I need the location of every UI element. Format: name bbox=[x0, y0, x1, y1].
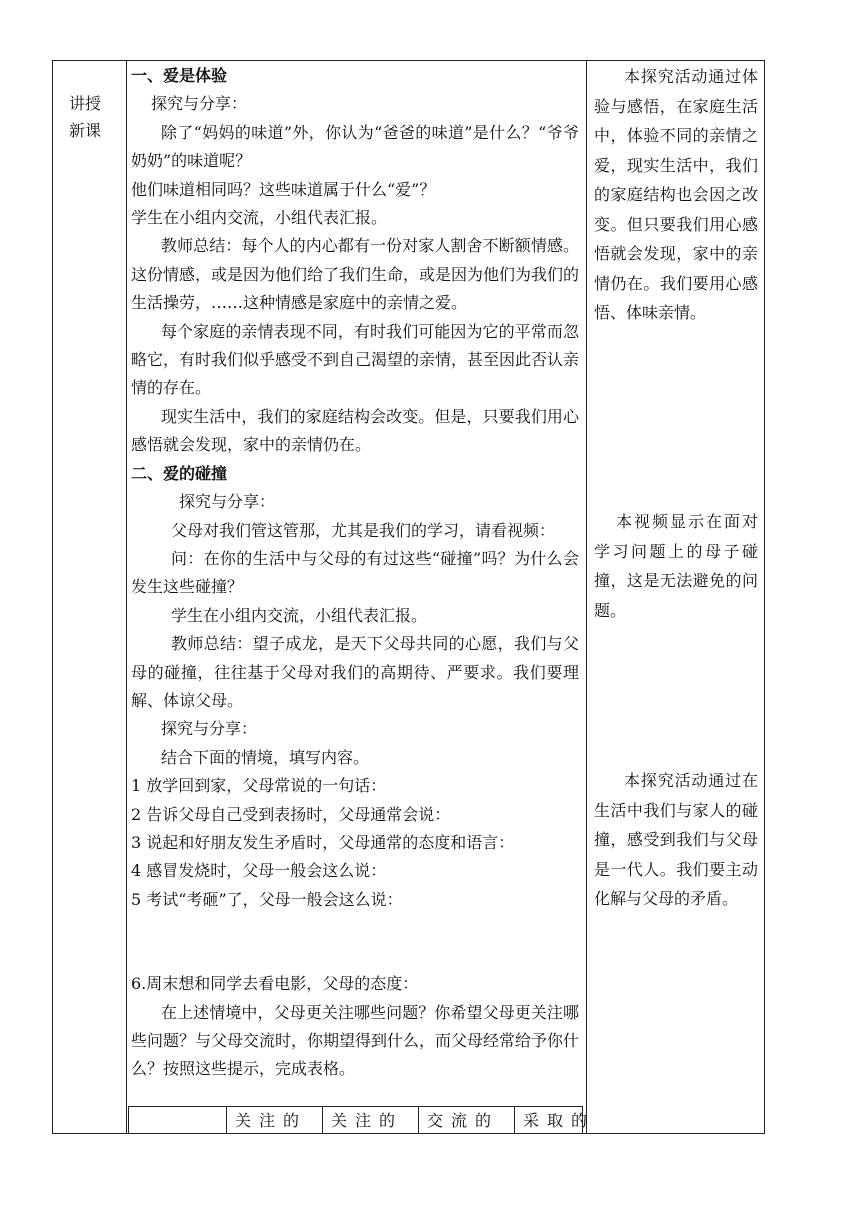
stage-label-line: 新课 bbox=[68, 121, 101, 140]
paragraph: 每个家庭的亲情表现不同，有时我们可能因为它的平常而忽略它，有时我们似乎感受不到自己渴望的亲情，甚至因此否认亲情的存在。 bbox=[131, 321, 580, 398]
paragraph: 教师总结：每个人的内心都有一份对家人割舍不断额情感。这份情感，或是因为他们给了我们生命，或是因为他们为我们的生活操劳，……这种情感是家庭中的亲情之爱。 bbox=[131, 236, 580, 313]
table-header-cell: 关注的 bbox=[226, 1107, 307, 1133]
list-item: 3 说起和好朋友发生矛盾时，父母通常的态度和语言： bbox=[131, 832, 515, 852]
table-header-cell bbox=[128, 1107, 136, 1133]
blank-space bbox=[131, 914, 579, 970]
paragraph: 他们味道相同吗？这些味道属于什么“爱”？ bbox=[131, 179, 436, 199]
design-note-text: 本视频显示在面对学习问题上的母子碰撞，这是无法避免的问题。 bbox=[594, 512, 758, 620]
list-item: 5 考试“考砸”了，父母一般会这么说： bbox=[131, 889, 403, 909]
section-title: 一、爱是体验 bbox=[131, 66, 228, 85]
table-header-cell: 采取的 bbox=[514, 1107, 595, 1133]
list-item: 2 告诉父母自己受到表扬时，父母通常会说： bbox=[131, 804, 451, 824]
paragraph: 学生在小组内交流，小组代表汇报。 bbox=[171, 605, 428, 625]
paragraph: 在上述情境中，父母更关注哪些问题？你希望父母更关注哪些问题？与父母交流时，你期望得到什么，而父母经常给予你什么？按照这些提示，完成表格。 bbox=[131, 1002, 580, 1079]
column-divider bbox=[586, 61, 587, 1133]
section-title: 二、爱的碰撞 bbox=[131, 463, 228, 483]
subheading: 探究与分享： bbox=[151, 94, 248, 114]
paragraph: 问：在你的生活中与父母的有过这些“碰撞”吗？为什么会发生这些碰撞？ bbox=[131, 548, 579, 597]
teaching-content bbox=[131, 62, 579, 1084]
paragraph: 父母对我们管这管那，尤其是我们的学习，请看视频： bbox=[171, 520, 556, 540]
paragraph: 现实生活中，我们的家庭结构会改变。但是，只要我们用心感悟就会发现，家中的亲情仍在。 bbox=[131, 406, 579, 455]
design-note bbox=[594, 62, 758, 328]
design-note bbox=[594, 766, 758, 914]
subheading: 探究与分享： bbox=[179, 492, 276, 512]
design-note-text: 本探究活动通过在生活中我们与家人的碰撞，感受到我们与父母是一代人。我们要主动化解与父母的矛盾。 bbox=[594, 771, 758, 908]
column-divider bbox=[126, 61, 127, 1133]
list-item: 4 感冒发烧时，父母一般会这么说： bbox=[131, 861, 387, 881]
list-item: 6.周末想和同学去看电影，父母的态度： bbox=[131, 974, 419, 994]
paragraph: 除了“妈妈的味道”外，你认为“爸爸的味道”是什么？“爷爷奶奶”的味道呢？ bbox=[131, 122, 579, 171]
design-note bbox=[594, 507, 758, 625]
stage-label-line: 讲授 bbox=[68, 94, 101, 113]
paragraph: 学生在小组内交流，小组代表汇报。 bbox=[131, 208, 388, 228]
subheading: 探究与分享： bbox=[161, 719, 258, 739]
design-note-text: 本探究活动通过体验与感悟，在家庭生活中，体验不同的亲情之爱，现实生活中，我们的家庭结构也会因之改变。但只要我们用心感悟就会发现，家中的亲情仍在。我们要用心感悟、体味亲情。 bbox=[594, 67, 758, 322]
list-item: 1 放学回到家，父母常说的一句话： bbox=[131, 776, 387, 796]
table-header-cell: 交流的 bbox=[418, 1107, 499, 1133]
stage-label bbox=[60, 90, 110, 144]
table-header-cell: 关注的 bbox=[322, 1107, 403, 1133]
paragraph: 结合下面的情境，填写内容。 bbox=[161, 747, 370, 767]
fill-in-table bbox=[128, 1106, 596, 1133]
paragraph: 教师总结：望子成龙，是天下父母共同的心愿，我们与父母的碰撞，往往基于父母对我们的高期待、严要求。我们要理解、体谅父母。 bbox=[131, 634, 579, 710]
